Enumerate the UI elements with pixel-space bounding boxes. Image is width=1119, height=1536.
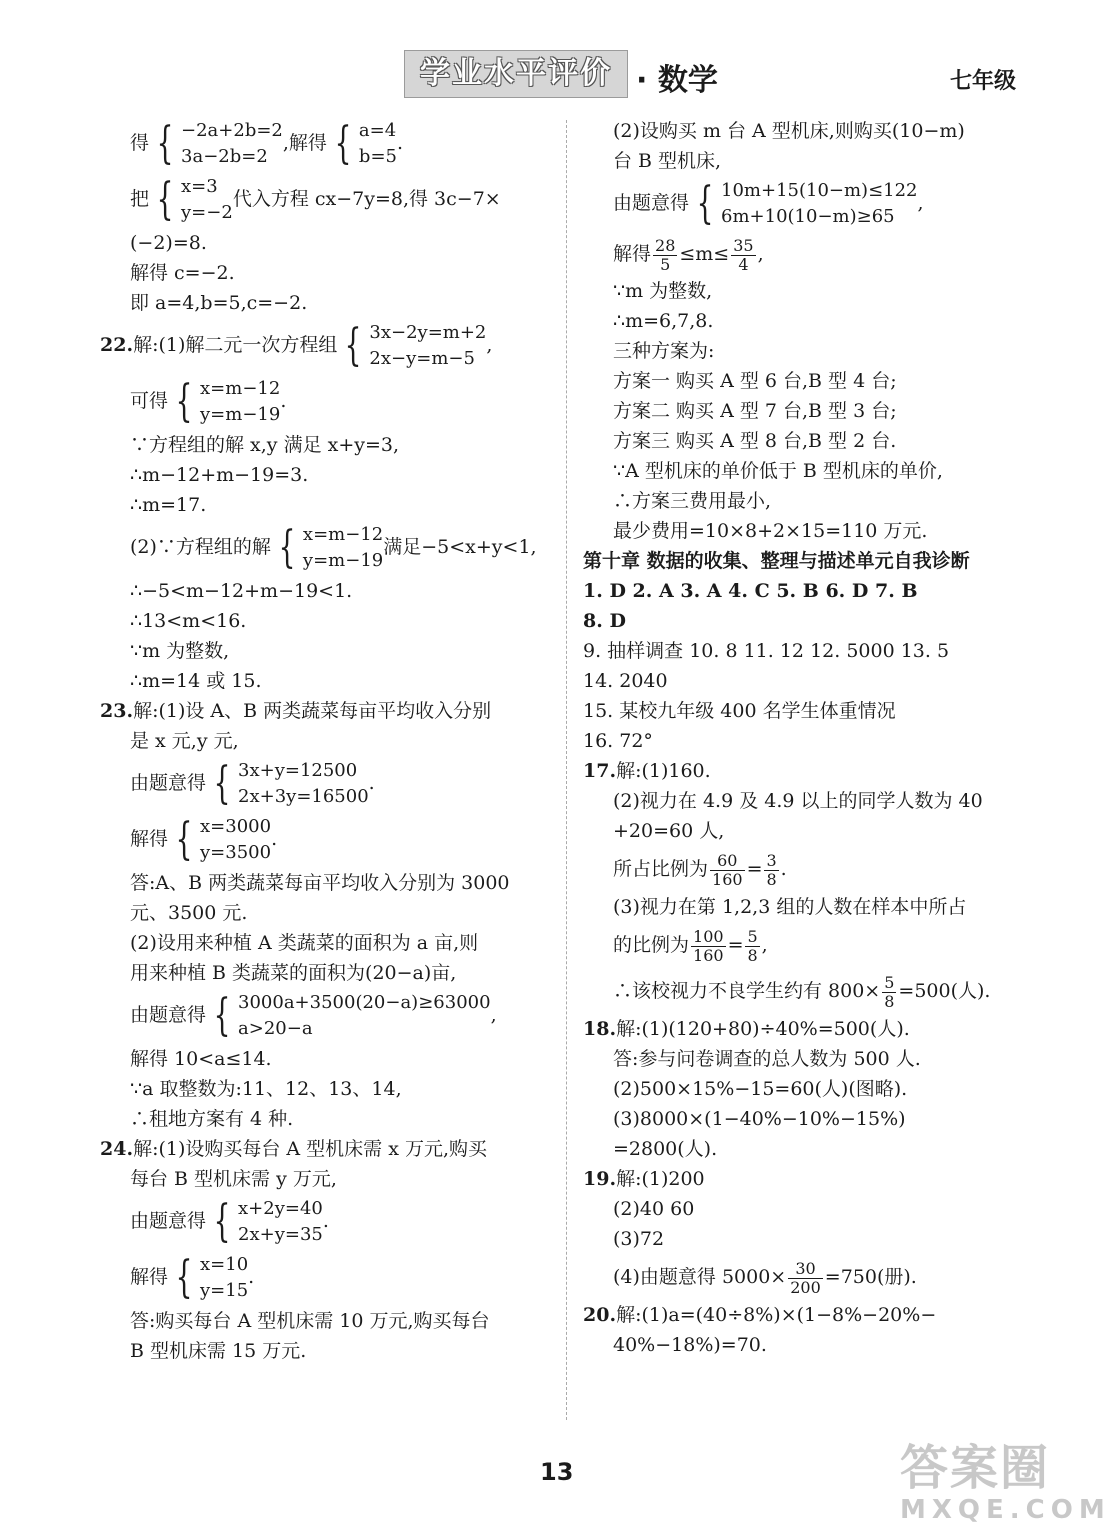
text-line: 由题意得 { x+2y=40 2x+y=35 . bbox=[130, 1196, 329, 1247]
text-line: ∴13<m<16. bbox=[130, 610, 247, 632]
text-line: 的比例为 $\frac{100}{160}$ = $\frac{5}{8}$ , bbox=[613, 926, 768, 965]
text-line: ∴m=6,7,8. bbox=[613, 310, 714, 332]
text-line: 解得 { x=10 y=15 . bbox=[130, 1252, 255, 1303]
inequality-system: { 10m+15(10−m)≤122 6m+10(10−m)≥65 bbox=[696, 178, 918, 229]
equation-system: { x=m−12 y=m−19 bbox=[278, 522, 384, 573]
equation-system: { 3x−2y=m+2 2x−y=m−5 bbox=[344, 320, 487, 371]
text-line: (2)设购买 m 台 A 型机床,则购买(10−m) bbox=[613, 120, 965, 142]
text-line: ∴m=17. bbox=[130, 494, 207, 516]
fraction: $\frac{5}{8}$ bbox=[747, 926, 758, 965]
text-line: (3)72 bbox=[613, 1228, 665, 1250]
series-banner: 学业水平评价 bbox=[404, 50, 628, 98]
text-line: 由题意得 { 3000a+3500(20−a)≥63000 a>20−a , bbox=[130, 990, 497, 1041]
text-line: 方案三 购买 A 型 8 台,B 型 2 台. bbox=[613, 430, 897, 452]
text-line: 由题意得 { 3x+y=12500 2x+3y=16500 . bbox=[130, 758, 375, 809]
fraction: $\frac{60}{160}$ bbox=[712, 850, 743, 889]
text-line: 最少费用=10×8+2×15=110 万元. bbox=[613, 520, 928, 542]
text-line: +20=60 人, bbox=[613, 820, 725, 842]
text-line: 三种方案为: bbox=[613, 340, 715, 362]
answer-line: 16. 72° bbox=[583, 730, 653, 752]
equation-system: { x+2y=40 2x+y=35 bbox=[213, 1196, 323, 1247]
fraction: $\frac{28}{5}$ bbox=[655, 235, 676, 274]
text-line: ∵A 型机床的单价低于 B 型机床的单价, bbox=[613, 460, 943, 482]
text-line: (2)设用来种植 A 类蔬菜的面积为 a 亩,则 bbox=[130, 932, 479, 954]
grade-label: 七年级 bbox=[950, 69, 1017, 94]
fraction: $\frac{5}{8}$ bbox=[884, 972, 895, 1011]
column-divider bbox=[566, 120, 567, 1420]
text-line: 解得 $\frac{28}{5}$ ≤m≤ $\frac{35}{4}$ , bbox=[613, 235, 764, 274]
answer-line: 1. D 2. A 3. A 4. C 5. B 6. D 7. B bbox=[583, 580, 918, 602]
watermark-logo: 答案圈 MXQE.COM bbox=[900, 1440, 1111, 1525]
chapter-title: 第十章 数据的收集、整理与描述单元自我诊断 bbox=[583, 550, 970, 572]
text-line: ∴租地方案有 4 种. bbox=[130, 1108, 294, 1130]
text-line: 即 a=4,b=5,c=−2. bbox=[130, 292, 308, 314]
question-17: 17.解:(1)160. bbox=[583, 760, 711, 782]
equation-system: { x=3000 y=3500 bbox=[175, 814, 272, 865]
subject-title: · 数学 bbox=[636, 63, 718, 98]
text-line: ∵m 为整数, bbox=[613, 280, 713, 302]
page-number: 13 bbox=[540, 1458, 574, 1486]
text-line: 台 B 型机床, bbox=[613, 150, 722, 172]
equation-system: { x=10 y=15 bbox=[175, 1252, 249, 1303]
text-line: 每台 B 型机床需 y 万元, bbox=[130, 1168, 337, 1190]
answer-line: 9. 抽样调查 10. 8 11. 12 12. 5000 13. 5 bbox=[583, 640, 950, 662]
equation-system: { a=4 b=5 bbox=[334, 118, 397, 169]
right-column bbox=[583, 116, 1043, 1360]
fraction: $\frac{3}{8}$ bbox=[766, 850, 777, 889]
fraction: $\frac{30}{200}$ bbox=[790, 1258, 821, 1297]
text-line: 答:参与问卷调查的总人数为 500 人. bbox=[613, 1048, 921, 1070]
text-line: 得 { −2a+2b=2 3a−2b=2 ,解得 { a=4 b=5 . bbox=[130, 118, 404, 169]
equation-system: { 3000a+3500(20−a)≥63000 a>20−a bbox=[213, 990, 491, 1041]
text-line: (2)40 60 bbox=[613, 1198, 695, 1220]
text-line: ∴−5<m−12+m−19<1. bbox=[130, 580, 353, 602]
text-line: 方案二 购买 A 型 7 台,B 型 3 台; bbox=[613, 400, 897, 422]
question-24: 24.解:(1)设购买每台 A 型机床需 x 万元,购买 bbox=[100, 1138, 488, 1160]
text-line: 解得 { x=3000 y=3500 . bbox=[130, 814, 278, 865]
text-line: (3)8000×(1−40%−10%−15%) bbox=[613, 1108, 906, 1130]
text-line: ∵方程组的解 x,y 满足 x+y=3, bbox=[130, 434, 400, 456]
text-line: 40%−18%)=70. bbox=[613, 1334, 767, 1356]
question-20: 20.解:(1)a=(40÷8%)×(1−8%−20%− bbox=[583, 1304, 937, 1326]
text-line: 是 x 元,y 元, bbox=[130, 730, 239, 752]
answer-line: 15. 某校九年级 400 名学生体重情况 bbox=[583, 700, 896, 722]
text-line: ∴m−12+m−19=3. bbox=[130, 464, 309, 486]
answer-line: 8. D bbox=[583, 610, 626, 632]
text-line: 解得 c=−2. bbox=[130, 262, 235, 284]
text-line: 解得 10<a≤14. bbox=[130, 1048, 272, 1070]
text-line: (3)视力在第 1,2,3 组的人数在样本中所占 bbox=[613, 896, 967, 918]
equation-system: { −2a+2b=2 3a−2b=2 bbox=[156, 118, 283, 169]
text-line: 由题意得 { 10m+15(10−m)≤122 6m+10(10−m)≥65 , bbox=[613, 178, 924, 229]
answer-line: 14. 2040 bbox=[583, 670, 668, 692]
text-line: 方案一 购买 A 型 6 台,B 型 4 台; bbox=[613, 370, 897, 392]
text-line: 可得 { x=m−12 y=m−19 . bbox=[130, 376, 287, 427]
question-22: 22.解:(1)解二元一次方程组 { 3x−2y=m+2 2x−y=m−5 , bbox=[100, 320, 493, 371]
text-line: =2800(人). bbox=[613, 1138, 718, 1160]
fraction: $\frac{100}{160}$ bbox=[693, 926, 724, 965]
fraction: $\frac{35}{4}$ bbox=[733, 235, 754, 274]
equation-system: { x=m−12 y=m−19 bbox=[175, 376, 281, 427]
text-line: ∴该校视力不良学生约有 800× $\frac{5}{8}$ =500(人). bbox=[613, 972, 991, 1011]
text-line: 答:购买每台 A 型机床需 10 万元,购买每台 bbox=[130, 1310, 490, 1332]
text-line: B 型机床需 15 万元. bbox=[130, 1340, 307, 1362]
text-line: (2)视力在 4.9 及 4.9 以上的同学人数为 40 bbox=[613, 790, 983, 812]
equation-system: { x=3 y=−2 bbox=[156, 174, 233, 225]
text-line: ∴方案三费用最小, bbox=[613, 490, 772, 512]
text-line: ∵m 为整数, bbox=[130, 640, 230, 662]
text-line: 答:A、B 两类蔬菜每亩平均收入分别为 3000 bbox=[130, 872, 510, 894]
text-line: (2)500×15%−15=60(人)(图略). bbox=[613, 1078, 908, 1100]
text-line: (4)由题意得 5000× $\frac{30}{200}$ =750(册). bbox=[613, 1258, 917, 1297]
question-18: 18.解:(1)(120+80)÷40%=500(人). bbox=[583, 1018, 910, 1040]
text-line: (2)∵方程组的解 { x=m−12 y=m−19 满足−5<x+y<1, bbox=[130, 522, 537, 573]
left-column bbox=[100, 116, 550, 1366]
text-line: 把 { x=3 y=−2 代入方程 cx−7y=8,得 3c−7× bbox=[130, 174, 501, 225]
text-line: ∴m=14 或 15. bbox=[130, 670, 262, 692]
text-line: ∵a 取整数为:11、12、13、14, bbox=[130, 1078, 402, 1100]
text-line: 所占比例为 $\frac{60}{160}$ = $\frac{3}{8}$ . bbox=[613, 850, 787, 889]
text-line: (−2)=8. bbox=[130, 232, 207, 254]
text-line: 用来种植 B 类蔬菜的面积为(20−a)亩, bbox=[130, 962, 457, 984]
question-19: 19.解:(1)200 bbox=[583, 1168, 705, 1190]
equation-system: { 3x+y=12500 2x+3y=16500 bbox=[213, 758, 369, 809]
question-23: 23.解:(1)设 A、B 两类蔬菜每亩平均收入分别 bbox=[100, 700, 492, 722]
text-line: 元、3500 元. bbox=[130, 902, 248, 924]
